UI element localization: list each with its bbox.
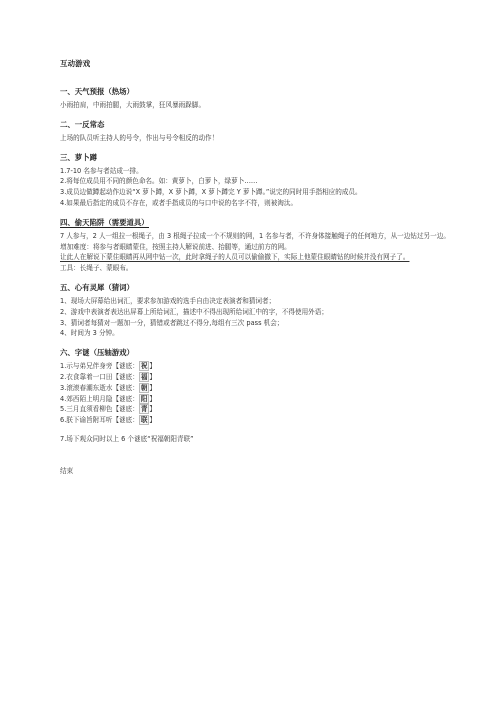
paragraph: 4、时间为 3 分钟。 xyxy=(60,329,119,338)
paragraph: 增加难度：将参与者眼睛蒙住，按照主持人解说前进、抬腿等，通过前方的网。 xyxy=(60,242,291,251)
paragraph: 4.如果最后指定的成员不存在，或者手指成员的与口中说的名字不符，则被淘汰。 xyxy=(60,198,298,207)
riddle-answer: 朝 xyxy=(140,383,148,392)
paragraph: 2.将每位成员用不同的颜色命名。如：黄萝卜，白萝卜，绿萝卜…… xyxy=(60,177,258,186)
riddle-answer: 阳 xyxy=(140,394,148,403)
riddle-line: 5.三月直须看柳色【谜底： 青 】 xyxy=(60,405,157,414)
section-riddles xyxy=(60,348,455,445)
paragraph: 7 人参与，2 人一组拉一根绳子，由 3 根绳子拉成一个不规则的网，1 名参与者，不许身体接触绳子的任何地方，从一边钻过另一边。 xyxy=(60,231,450,240)
paragraph: 3.成员边做蹲起动作边说“X 萝卜蹲，X 萝卜蹲，X 萝卜蹲完 Y 萝卜蹲。”说完的同时用手指相应的成员。 xyxy=(60,188,362,197)
paragraph: 1.7-10 名参与者站成一排。 xyxy=(60,166,143,175)
paragraph: 3、猜词者每猜对一题加一分，猜错或者跳过不得分,每组有三次 pass 机会； xyxy=(60,318,284,327)
paragraph: 上场的队员听主持人的号令，作出与号令相反的动作！ xyxy=(60,133,219,142)
section-heading: 二、一反常态 xyxy=(60,119,105,129)
section-heading: 三、萝卜蹲 xyxy=(60,152,97,162)
section-heading: 六、字谜（压轴游戏） xyxy=(60,348,134,358)
riddle-answer: 祝 xyxy=(140,362,148,371)
document-page xyxy=(60,58,455,475)
section-trap xyxy=(60,218,455,274)
end-text: 结束 xyxy=(60,466,74,475)
riddle-answer: 青 xyxy=(140,405,148,414)
paragraph: 2、游戏中表演者表达出屏幕上所给词汇，描述中不得出现所给词汇中的字，不得使用外语； xyxy=(60,307,328,316)
section-heading: 一、天气预报（热场） xyxy=(60,87,134,96)
document-title: 互动游戏 xyxy=(60,59,91,68)
riddle-line: 4.郊西陌上明月隐【谜底： 阳 】 xyxy=(60,394,157,403)
section-heading: 四、偷天陷阱（需要道具） xyxy=(60,217,149,227)
riddle-answer: 联 xyxy=(140,416,148,425)
paragraph: 1、现场大屏幕给出词汇，要求参加游戏的选手自由决定表演者和猜词者； xyxy=(60,296,276,305)
riddle-line: 6.朕下谕旨附耳听【谜底： 联 】 xyxy=(60,416,157,425)
riddle-line: 1.示与弟兄伴身旁【谜底： 祝 】 xyxy=(60,362,157,371)
paragraph: 让此人在解说下蒙住眼睛再从网中钻一次，此时拿绳子的人员可以偷偷撤下，实际上他蒙住眼睛钻的时候并没有网子了。 xyxy=(60,253,410,262)
section-heading: 五、心有灵犀（猜词） xyxy=(60,282,134,292)
riddle-footer: 7.场下观众同时以上 6 个谜底“祝福朝阳青联” xyxy=(60,434,194,443)
section-opposite xyxy=(60,120,455,144)
section-radish-squat xyxy=(60,153,455,209)
paragraph: 小雨拍肩，中雨拍腿，大雨鼓掌，狂风暴雨跺脚。 xyxy=(60,101,206,109)
section-guess-word xyxy=(60,283,455,339)
paragraph: 工具：长绳子、蒙眼布。 xyxy=(60,264,133,273)
riddle-line: 3.滚滚春潮东逝水【谜底： 朝 】 xyxy=(60,383,157,392)
riddle-line: 2.衣食靠着一口田【谜底： 福 】 xyxy=(60,372,157,381)
section-weather xyxy=(60,87,455,111)
riddle-answer: 福 xyxy=(140,372,148,381)
